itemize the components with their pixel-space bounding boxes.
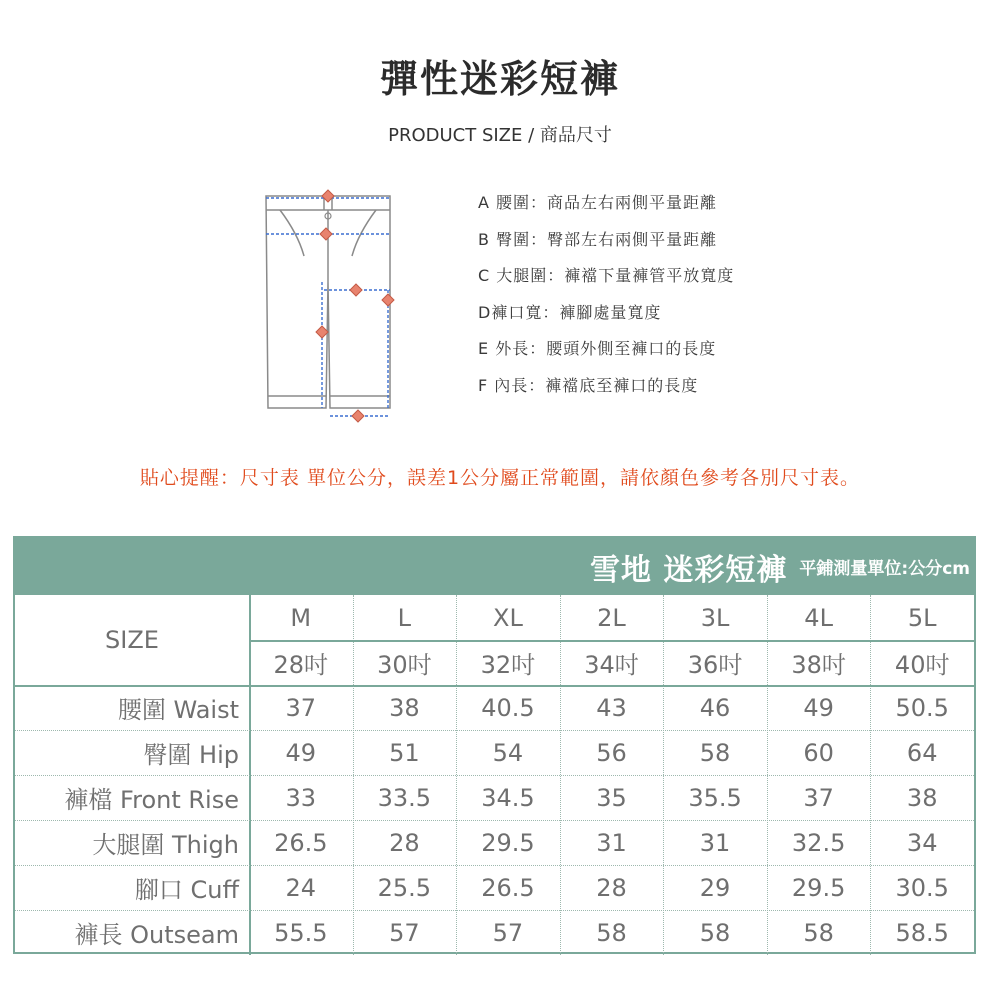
inch-header-5l: 40吋 [894, 651, 950, 679]
table-cell: 34 [906, 828, 938, 857]
table-cell: 58 [803, 918, 834, 947]
table-cell: 58.5 [895, 918, 949, 947]
table-header [15, 538, 974, 595]
table-cell: 25.5 [377, 873, 432, 902]
table-cell: 26.5 [274, 828, 328, 857]
table-cell: 54 [492, 738, 524, 767]
size-header-m: M [290, 603, 312, 632]
inch-header-m: 28吋 [273, 651, 329, 679]
table-cell: 58 [596, 918, 627, 947]
size-table [13, 536, 976, 954]
table-cell: 34.5 [481, 783, 535, 812]
definition-e: E 外長：腰頭外側至褲口的長度 [478, 339, 717, 358]
row-label: 褲長 Outseam [74, 921, 239, 949]
grid-divider [15, 910, 974, 911]
table-cell: 33 [285, 783, 317, 812]
unit-note: 平鋪測量單位:公分cm [799, 559, 970, 579]
inch-header-xl: 32吋 [480, 651, 536, 679]
row-label: 臀圍 Hip [143, 741, 239, 769]
table-cell: 24 [285, 873, 317, 902]
table-cell: 28 [389, 828, 420, 857]
table-cell: 55.5 [274, 918, 328, 947]
table-cell: 35.5 [688, 783, 742, 812]
table-cell: 49 [803, 693, 834, 722]
table-cell: 37 [803, 783, 834, 812]
table-cell: 58 [699, 918, 731, 947]
row-label: 大腿圍 Thigh [92, 831, 239, 859]
size-header-2l: 2L [597, 603, 626, 632]
table-cell: 51 [389, 738, 420, 767]
definition-f: F 內長：褲襠底至褲口的長度 [478, 375, 699, 395]
size-label: SIZE [105, 626, 159, 654]
table-cell: 32.5 [791, 828, 846, 857]
page-subtitle: PRODUCT SIZE / 商品尺寸 [388, 125, 612, 146]
grid-divider [15, 685, 974, 687]
table-cell: 35 [596, 783, 627, 812]
size-reminder: 貼心提醒：尺寸表 單位公分，誤差1公分屬正常範圍，請依顏色參考各別尺寸表。 [139, 467, 861, 489]
table-cell: 33.5 [377, 783, 432, 812]
table-cell: 40.5 [481, 693, 535, 722]
definition-b: B 臀圍：臀部左右兩側平量距離 [478, 229, 718, 249]
row-label: 腰圍 Waist [117, 696, 239, 724]
inch-header-2l: 34吋 [584, 651, 639, 679]
measurement-definitions [478, 190, 734, 409]
table-cell: 37 [285, 693, 317, 722]
table-cell: 43 [596, 693, 627, 722]
table-cell: 28 [596, 873, 627, 902]
size-header-l: L [397, 603, 412, 632]
table-cell: 49 [285, 738, 317, 767]
product-name: 雪地 迷彩短褲 [589, 552, 788, 588]
size-header-3l: 3L [700, 603, 730, 632]
definition-c: C 大腿圍：褲襠下量褲管平放寬度 [478, 266, 735, 285]
size-header-4l: 4L [804, 603, 833, 632]
table-cell: 60 [803, 738, 834, 767]
table-cell: 26.5 [481, 873, 535, 902]
definition-d: D褲口寬：褲腳處量寬度 [478, 302, 662, 322]
table-cell: 29.5 [791, 873, 846, 902]
size-header-xl: XL [493, 603, 523, 632]
inch-header-4l: 38吋 [791, 651, 846, 679]
grid-divider [15, 730, 974, 731]
inch-header-3l: 36吋 [687, 651, 743, 679]
inch-header-l: 30吋 [377, 651, 432, 679]
table-cell: 46 [699, 693, 731, 722]
table-cell: 29.5 [481, 828, 535, 857]
grid-divider [15, 775, 974, 776]
table-cell: 38 [389, 693, 420, 722]
table-cell: 57 [492, 918, 524, 947]
size-header-5l: 5L [907, 603, 937, 632]
grid-divider [249, 640, 974, 642]
table-cell: 56 [596, 738, 627, 767]
pants-measurement-diagram [258, 186, 398, 426]
table-cell: 58 [699, 738, 731, 767]
size-grid [15, 595, 974, 952]
definition-a: A 腰圍：商品左右兩側平量距離 [478, 193, 718, 212]
grid-divider [15, 820, 974, 821]
row-label: 褲檔 Front Rise [64, 786, 239, 814]
table-cell: 57 [389, 918, 420, 947]
table-cell: 64 [906, 738, 938, 767]
table-cell: 31 [699, 828, 731, 857]
table-cell: 50.5 [895, 693, 949, 722]
table-cell: 31 [596, 828, 627, 857]
grid-divider [15, 865, 974, 866]
table-cell: 38 [906, 783, 938, 812]
page-title: 彈性迷彩短褲 [379, 57, 620, 101]
table-cell: 29 [699, 873, 731, 902]
row-label: 腳口 Cuff [134, 876, 239, 904]
table-cell: 30.5 [895, 873, 949, 902]
